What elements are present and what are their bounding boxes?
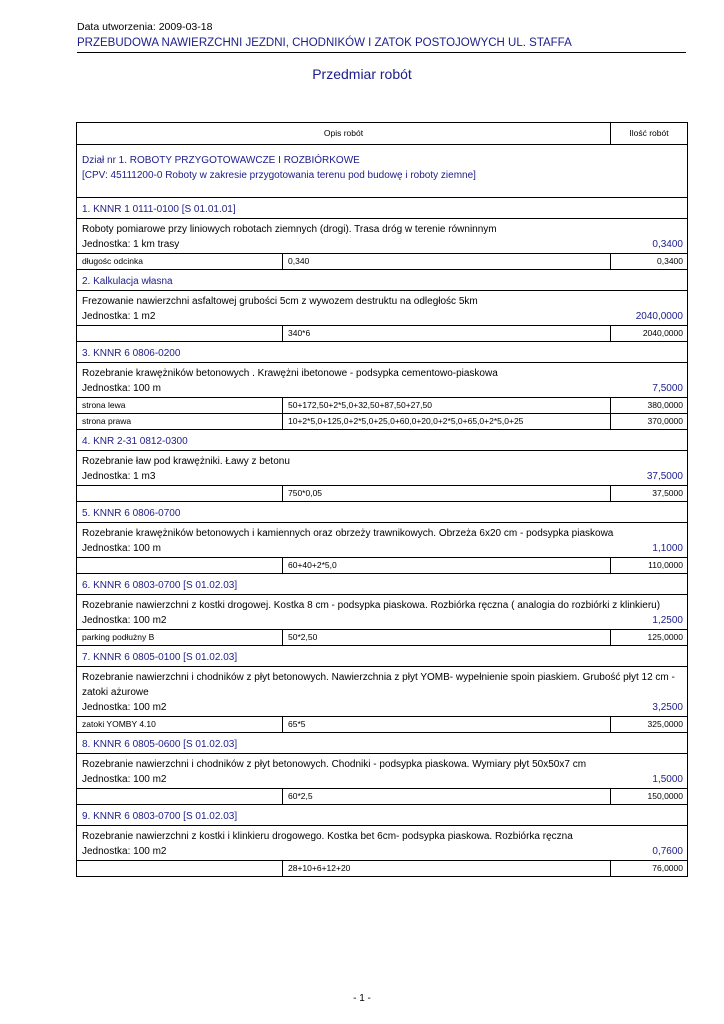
page-number: - 1 -	[353, 993, 371, 1004]
work-item	[77, 574, 687, 646]
item-unit-row	[77, 772, 687, 788]
item-quantity: 3,2500	[652, 702, 683, 713]
header-quantity: Ilość robót	[629, 128, 669, 138]
item-unit-row	[77, 541, 687, 557]
measurement-row	[77, 413, 687, 429]
item-unit: Jednostka: 100 m2	[82, 702, 167, 713]
measurement-value: 150,0000	[647, 791, 683, 801]
item-unit-row	[77, 309, 687, 325]
item-description: Rozebranie krawężników betonowych i kamiennych oraz obrzeży trawnikowych. Obrzeża 6x20 cm - podsypka piaskowa	[82, 528, 614, 539]
measurement-row	[77, 716, 687, 732]
measurement-row	[77, 485, 687, 501]
measurement-row	[77, 860, 687, 876]
item-title: 2. Kalkulacja własna	[77, 270, 687, 291]
item-unit: Jednostka: 100 m	[82, 383, 161, 394]
measurement-label: długośc odcinka	[77, 254, 283, 269]
measurement-formula: 50*2,50	[283, 630, 611, 645]
item-unit-row	[77, 237, 687, 253]
measurement-value: 76,0000	[652, 863, 683, 873]
measurement-formula: 340*6	[283, 326, 611, 341]
item-description: Rozebranie nawierzchni z kostki i klinkieru drogowego. Kostka bet 6cm- podsypka piaskowa. Rozbiórka ręczna	[82, 831, 573, 842]
measurement-label: parking podłużny B	[77, 630, 283, 645]
item-unit: Jednostka: 100 m2	[82, 615, 167, 626]
item-title: 7. KNNR 6 0805-0100 [S 01.02.03]	[77, 646, 687, 667]
item-unit: Jednostka: 100 m2	[82, 774, 167, 785]
section-heading	[77, 145, 687, 198]
measurement-formula: 60*2,5	[283, 789, 611, 804]
item-title: 8. KNNR 6 0805-0600 [S 01.02.03]	[77, 733, 687, 754]
measurement-value: 370,0000	[647, 416, 683, 426]
header-divider	[77, 52, 686, 53]
items-list	[77, 198, 687, 876]
item-title: 5. KNNR 6 0806-0700	[77, 502, 687, 523]
measurement-formula: 10+2*5,0+125,0+2*5,0+25,0+60,0+20,0+2*5,0+65,0+2*5,0+25	[283, 414, 611, 429]
measurement-label	[77, 486, 283, 501]
measurement-formula: 28+10+6+12+20	[283, 861, 611, 876]
item-description: Rozebranie krawężników betonowych . Krawężni ibetonowe - podsypka cementowo-piaskowa	[82, 368, 498, 379]
header-description: Opis robót	[77, 123, 611, 144]
item-description: Rozebranie ław pod krawężniki. Ławy z betonu	[82, 456, 290, 467]
item-description: Frezowanie nawierzchni asfaltowej grubości 5cm z wywozem destruktu na odległośc 5km	[82, 296, 478, 307]
item-title: 6. KNNR 6 0803-0700 [S 01.02.03]	[77, 574, 687, 595]
work-item	[77, 805, 687, 876]
item-quantity: 1,1000	[652, 543, 683, 554]
measurement-value: 110,0000	[648, 560, 683, 570]
item-unit-row	[77, 381, 687, 397]
work-item	[77, 342, 687, 430]
measurement-row	[77, 557, 687, 573]
work-item	[77, 502, 687, 574]
item-description: Rozebranie nawierzchni i chodników z płyt betonowych. Chodniki - podsypka piaskowa. Wymiary płyt 50x50x7 cm	[82, 759, 587, 770]
item-quantity: 2040,0000	[635, 311, 683, 322]
measurement-label: strona lewa	[77, 398, 283, 413]
item-unit-row	[77, 613, 687, 629]
item-unit: Jednostka: 1 m2	[82, 311, 156, 322]
work-item	[77, 733, 687, 805]
item-description: Rozebranie nawierzchni z kostki drogowej. Kostka 8 cm - podsypka piaskowa. Rozbiórka ręczna ( analogia do rozbiórki z klinkieru)	[82, 600, 661, 611]
measurement-label: strona prawa	[77, 414, 283, 429]
measurement-row	[77, 397, 687, 413]
measurement-value: 125,0000	[647, 632, 683, 642]
item-title: 3. KNNR 6 0806-0200	[77, 342, 687, 363]
measurement-formula: 750*0,05	[283, 486, 611, 501]
measurement-label: zatoki YOMBY 4.10	[77, 717, 283, 732]
measurement-value: 0,3400	[657, 256, 683, 266]
measurement-label	[77, 861, 283, 876]
item-unit-row	[77, 469, 687, 485]
item-quantity: 1,5000	[652, 774, 683, 785]
measurement-formula: 50+172,50+2*5,0+32,50+87,50+27,50	[283, 398, 611, 413]
measurement-label	[77, 558, 283, 573]
measurement-row	[77, 253, 687, 269]
work-item	[77, 198, 687, 270]
item-unit-row	[77, 844, 687, 860]
measurement-value: 2040,0000	[642, 328, 683, 338]
item-unit-row	[77, 700, 687, 716]
item-title: 1. KNNR 1 0111-0100 [S 01.01.01]	[77, 198, 687, 219]
item-quantity: 37,5000	[646, 471, 683, 482]
table-header	[77, 123, 687, 145]
measurement-value: 37,5000	[652, 488, 683, 498]
item-quantity: 7,5000	[652, 383, 683, 394]
item-quantity: 1,2500	[652, 615, 683, 626]
item-title: 9. KNNR 6 0803-0700 [S 01.02.03]	[77, 805, 687, 826]
item-description: Roboty pomiarowe przy liniowych robotach ziemnych (drogi). Trasa dróg w terenie równinnym	[82, 224, 497, 235]
work-item	[77, 270, 687, 342]
bill-of-quantities-table	[76, 122, 688, 877]
item-quantity: 0,3400	[652, 239, 683, 250]
measurement-formula: 65*5	[283, 717, 611, 732]
measurement-value: 325,0000	[647, 719, 683, 729]
measurement-label	[77, 326, 283, 341]
section-title: Dział nr 1. ROBOTY PRZYGOTOWAWCZE I ROZBIÓRKOWE	[82, 155, 360, 166]
measurement-formula: 0,340	[283, 254, 611, 269]
item-unit: Jednostka: 100 m2	[82, 846, 167, 857]
measurement-row	[77, 325, 687, 341]
measurement-row	[77, 788, 687, 804]
measurement-value: 380,0000	[647, 400, 683, 410]
item-title: 4. KNR 2-31 0812-0300	[77, 430, 687, 451]
work-item	[77, 430, 687, 502]
item-description: Rozebranie nawierzchni i chodników z płyt betonowych. Nawierzchnia z płyt YOMB- wypełnienie spoin piaskiem. Grubość płyt 12 cm - zatoki ażurowe	[82, 672, 675, 698]
item-unit: Jednostka: 1 km trasy	[82, 239, 180, 250]
measurement-formula: 60+40+2*5,0	[283, 558, 611, 573]
page-title: Przedmiar robót	[312, 66, 412, 82]
item-unit: Jednostka: 100 m	[82, 543, 161, 554]
item-unit: Jednostka: 1 m3	[82, 471, 156, 482]
section-cpv: [CPV: 45111200-0 Roboty w zakresie przygotowania terenu pod budowę i roboty ziemne]	[82, 170, 476, 181]
measurement-label	[77, 789, 283, 804]
measurement-row	[77, 629, 687, 645]
item-quantity: 0,7600	[652, 846, 683, 857]
creation-date: Data utworzenia: 2009-03-18	[77, 21, 213, 33]
project-title: PRZEBUDOWA NAWIERZCHNI JEZDNI, CHODNIKÓW I ZATOK POSTOJOWYCH UL. STAFFA	[77, 37, 572, 49]
work-item	[77, 646, 687, 733]
